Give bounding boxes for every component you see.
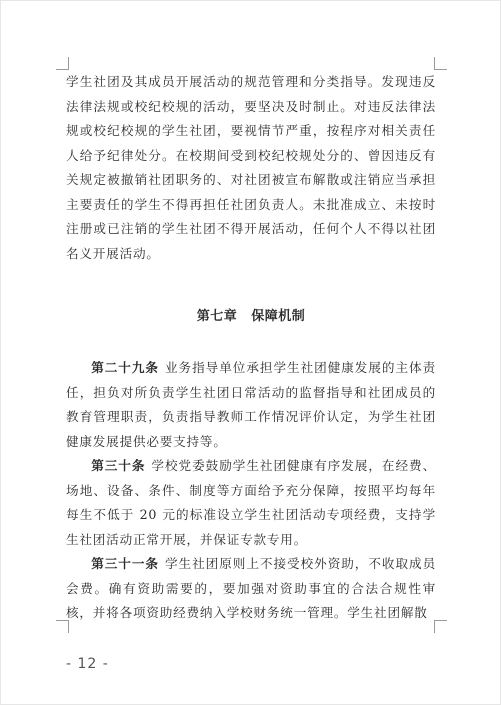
crop-mark-top-left — [56, 57, 69, 70]
article-heading: 第二十九条 — [91, 360, 159, 375]
chapter-heading — [66, 305, 436, 324]
article-text: 学生社团原则上不接受校外资助，不收取成员会费。确有资助需要的，要加强对资助事宜的合法合规性审核，并将各项资助经费纳入学校财务统一管理。学生社团解散 — [66, 556, 437, 620]
article-heading: 第三十条 — [91, 458, 146, 473]
article-text: 学校党委鼓励学生社团健康有序发展，在经费、场地、设备、条件、制度等方面给予充分保障，按照平均每年每生不低于 20 元的标准设立学生社团活动专项经费，支持学生社团活动正常开展，并保证专款专用。 — [66, 458, 436, 547]
continuation-paragraph: 学生社团及其成员开展活动的规范管理和分类指导。发现违反法律法规或校纪校规的活动，要坚决及时制止。对违反法律法规或校纪校规的学生社团，要视情节严重，按程序对相关责任人给予纪律处分。在校期间受到校纪校规处分的、曾因违反有关规定被撤销社团职务的、对社团被宣布解散或注销应当承担主要责任的学生不得再担任社团负责人。未批准成立、未按时注册或已注销的学生社团不得开展活动，任何个人不得以社团名义开展活动。 — [66, 74, 436, 261]
articles — [66, 356, 436, 626]
article-text: 业务指导单位承担学生社团健康发展的主体责任，担负对所负责学生社团日常活动的监督指导和社团成员的教育管理职责，负责指导教师工作情况评价认定，为学生社团健康发展提供必要支持等。 — [66, 360, 437, 449]
article-heading: 第三十一条 — [91, 556, 159, 571]
page-number: - 12 - — [66, 656, 109, 672]
article-29 — [66, 356, 436, 454]
crop-mark-top-right — [434, 57, 447, 70]
article-31 — [66, 552, 436, 626]
chapter-number: 第七章 — [196, 309, 238, 324]
article-30 — [66, 454, 436, 552]
chapter-title: 保障机制 — [251, 309, 306, 324]
